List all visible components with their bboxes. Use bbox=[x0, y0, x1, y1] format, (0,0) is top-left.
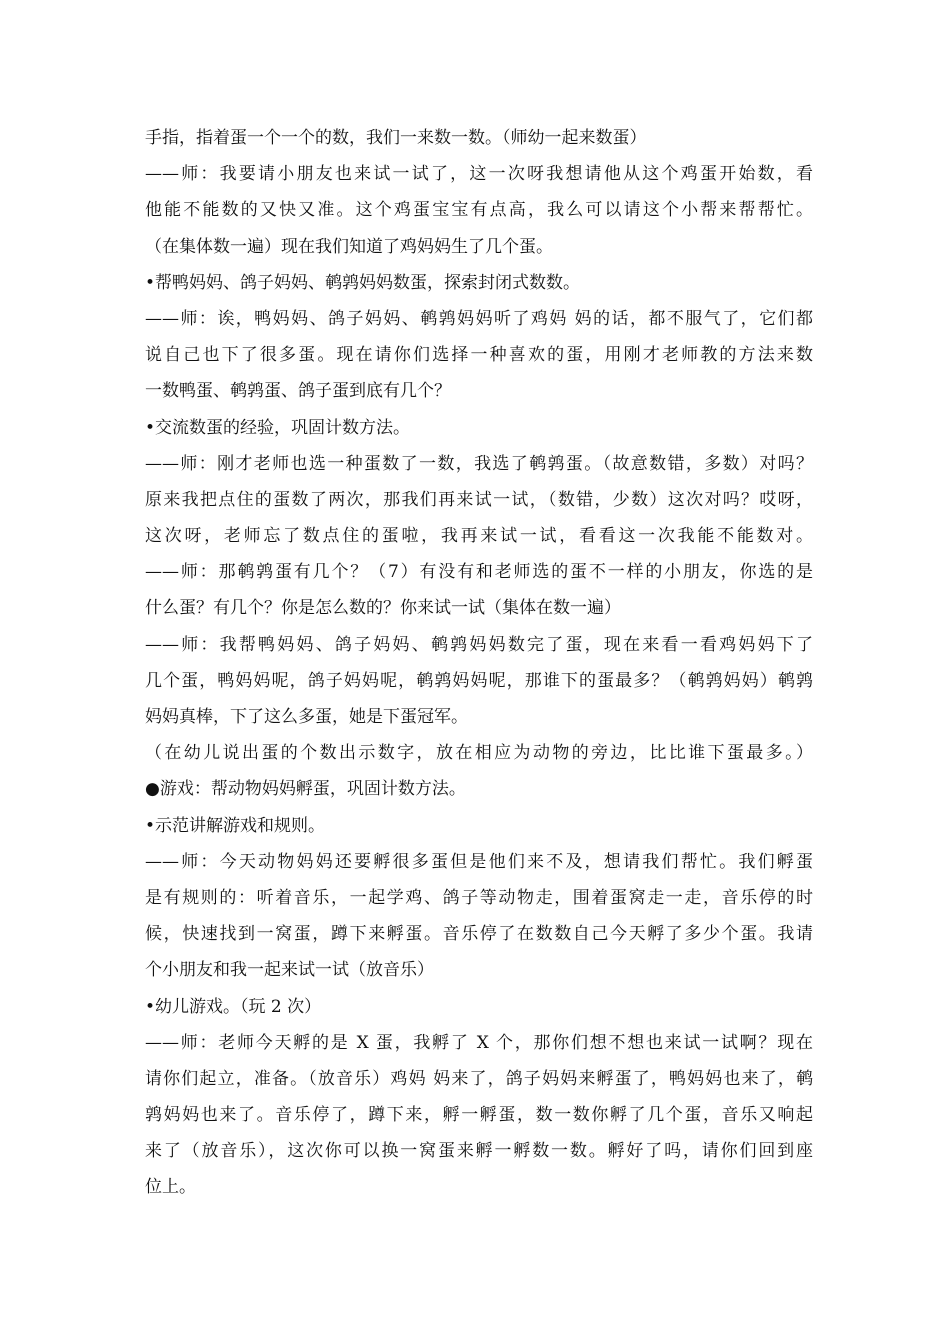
text-line: 说自己也下了很多蛋。现在请你们选择一种喜欢的蛋，用刚才老师教的方法来数 bbox=[145, 345, 813, 366]
text-line: 几个蛋，鸭妈妈呢，鸽子妈妈呢，鹌鹑妈妈呢，那谁下的蛋最多？（鹌鹑妈妈）鹌鹑 bbox=[145, 670, 813, 691]
text-line: ——师：刚才老师也选一种蛋数了一数，我选了鹌鹑蛋。（故意数错，多数）对吗？ bbox=[145, 453, 813, 474]
text-line: ——师：老师今天孵的是 X 蛋，我孵了 X 个，那你们想不想也来试一试啊？现在 bbox=[145, 1032, 813, 1053]
text-line: •示范讲解游戏和规则。 bbox=[145, 815, 326, 836]
text-line: 他能不能数的又快又准。这个鸡蛋宝宝有点高，我么可以请这个小帮来帮帮忙。 bbox=[145, 200, 813, 221]
text-line: •帮鸭妈妈、鸽子妈妈、鹌鹑妈妈数蛋，探索封闭式数数。 bbox=[145, 272, 581, 293]
text-line: 个小朋友和我一起来试一试（放音乐） bbox=[145, 960, 434, 981]
text-line: 什么蛋？有几个？你是怎么数的？你来试一试（集体在数一遍） bbox=[145, 598, 621, 619]
text-line: 来了（放音乐），这次你可以换一窝蛋来孵一孵数一数。孵好了吗，请你们回到座 bbox=[145, 1141, 813, 1162]
text-line: ——师：诶，鸭妈妈、鸽子妈妈、鹌鹑妈妈听了鸡妈 妈的话，都不服气了，它们都 bbox=[145, 308, 813, 329]
text-line: 请你们起立，准备。（放音乐）鸡妈 妈来了，鸽子妈妈来孵蛋了，鸭妈妈也来了，鹌 bbox=[145, 1068, 813, 1089]
text-line: ——师：我要请小朋友也来试一试了，这一次呀我想请他从这个鸡蛋开始数，看 bbox=[145, 164, 813, 185]
text-line: 手指，指着蛋一个一个的数，我们一来数一数。（师幼一起来数蛋） bbox=[145, 128, 647, 148]
text-line: 这次呀，老师忘了数点住的蛋啦，我再来试一试，看看这一次我能不能数对。 bbox=[145, 526, 813, 547]
text-line: 位上。 bbox=[145, 1177, 196, 1198]
text-line: ——师：今天动物妈妈还要孵很多蛋但是他们来不及，想请我们帮忙。我们孵蛋 bbox=[145, 851, 813, 872]
text-line: ——师：那鹌鹑蛋有几个？（7）有没有和老师选的蛋不一样的小朋友，你选的是 bbox=[145, 562, 813, 583]
text-line: 候，快速找到一窝蛋，蹲下来孵蛋。音乐停了在数数自己今天孵了多少个蛋。我请 bbox=[145, 924, 813, 945]
document-body bbox=[145, 120, 813, 1206]
text-line: 鹑妈妈也来了。音乐停了，蹲下来，孵一孵蛋，数一数你孵了几个蛋，音乐又响起 bbox=[145, 1105, 813, 1126]
text-line: •幼儿游戏。（玩 2 次） bbox=[145, 996, 322, 1017]
text-line: （在集体数一遍）现在我们知道了鸡妈妈生了几个蛋。 bbox=[145, 236, 553, 257]
text-line: 妈妈真棒，下了这么多蛋，她是下蛋冠军。 bbox=[145, 707, 468, 727]
text-line: 原来我把点住的蛋数了两次，那我们再来试一试，（数错，少数）这次对吗？哎呀， bbox=[145, 489, 813, 510]
text-line: ——师：我帮鸭妈妈、鸽子妈妈、鹌鹑妈妈数完了蛋，现在来看一看鸡妈妈下了 bbox=[145, 634, 813, 655]
text-line: 一数鸭蛋、鹌鹑蛋、鸽子蛋到底有几个？ bbox=[145, 381, 451, 402]
text-line: •交流数蛋的经验，巩固计数方法。 bbox=[145, 417, 411, 438]
text-line: 是有规则的：听着音乐，一起学鸡、鸽子等动物走，围着蛋窝走一走，音乐停的时 bbox=[145, 887, 813, 908]
text-line: （在幼儿说出蛋的个数出示数字，放在相应为动物的旁边，比比谁下蛋最多。） bbox=[145, 743, 813, 764]
text-line: ●游戏：帮动物妈妈孵蛋，巩固计数方法。 bbox=[145, 779, 466, 800]
